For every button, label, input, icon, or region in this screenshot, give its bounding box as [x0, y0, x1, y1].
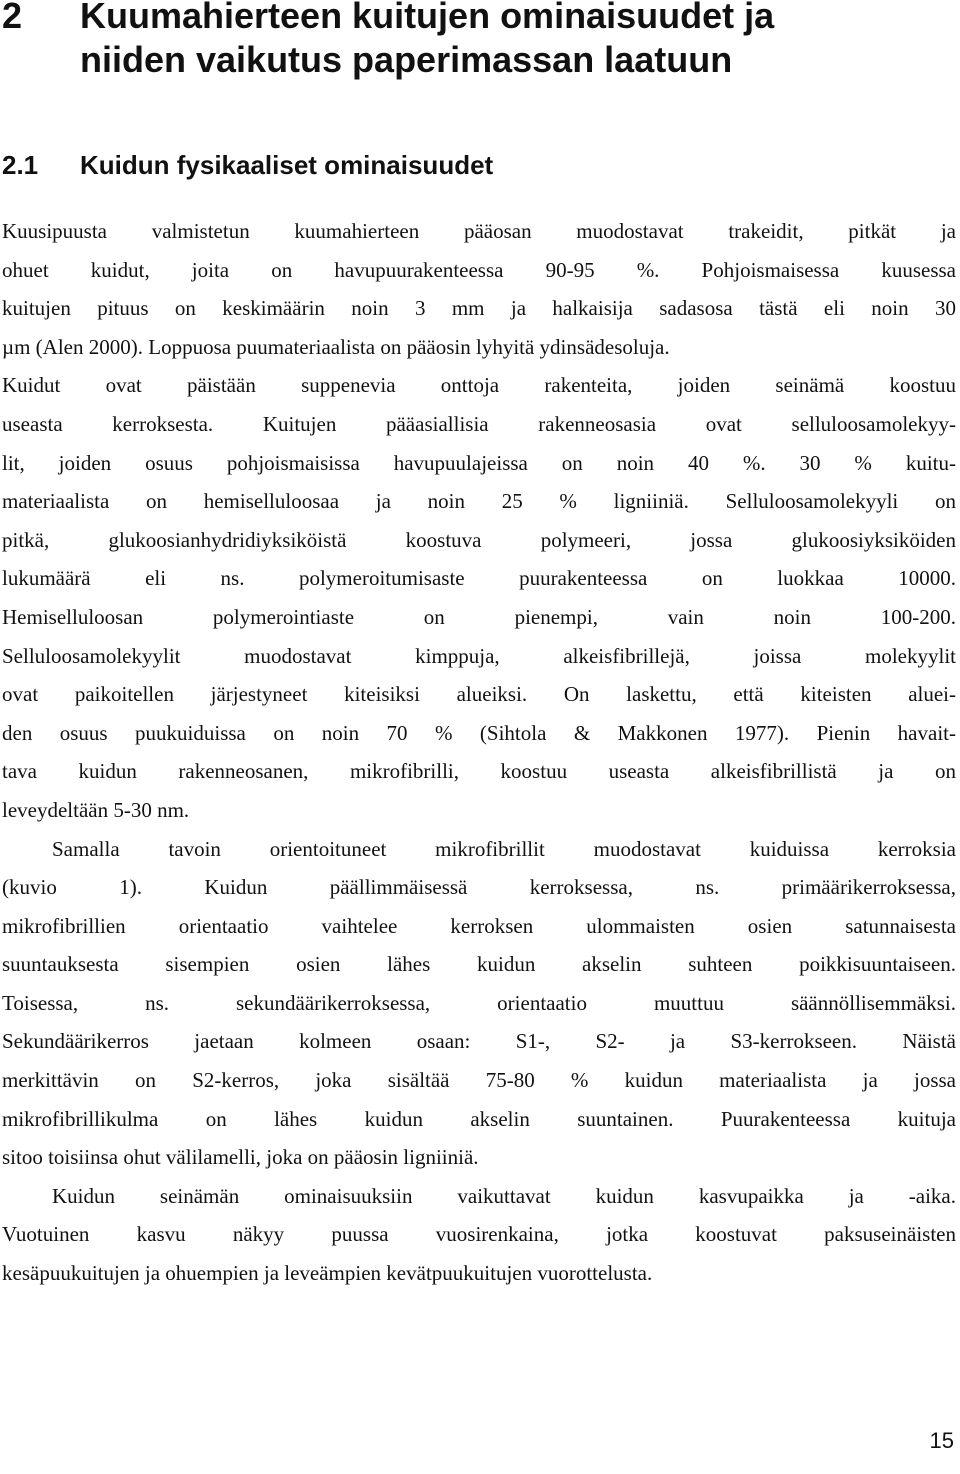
section-number: 2.1 — [2, 150, 39, 180]
text-line: Selluloosamolekyylit muodostavat kimppuja, alkeisfibrillejä, joissa molekyylit — [2, 643, 956, 668]
text-line: (kuvio 1). Kuidun päällimmäisessä kerroksessa, ns. primäärikerroksessa, — [2, 875, 956, 900]
text-line: suuntauksesta sisempien osien lähes kuidun akselin suhteen poikkisuuntaiseen. — [2, 952, 956, 977]
chapter-number: 2 — [2, 0, 23, 36]
text-line: lit, joiden osuus pohjoismaisissa havupuulajeissa on noin 40 %. 30 % kuitu- — [2, 450, 956, 475]
chapter-heading — [2, 0, 774, 82]
text-line: pitkä, glukoosianhydridiyksiköistä koostuva polymeeri, jossa glukoosiyksiköiden — [2, 527, 956, 552]
text-line: Samalla tavoin orientoituneet mikrofibrillit muodostavat kuiduissa kerroksia — [52, 836, 956, 861]
text-line: µm (Alen 2000). Loppuosa puumateriaalista on pääosin lyhyitä ydinsädesoluja. — [2, 334, 670, 359]
section-heading — [2, 148, 493, 182]
paragraph — [2, 1177, 956, 1293]
body-text — [2, 212, 956, 1293]
text-line: kesäpuukuitujen ja ohuempien ja leveämpien kevätpuukuitujen vuorottelusta. — [2, 1261, 653, 1286]
text-line: mikrofibrillien orientaatio vaihtelee kerroksen ulommaisten osien satunnaisesta — [2, 913, 956, 938]
page-number: 15 — [929, 1428, 954, 1453]
text-line: Kuidun seinämän ominaisuuksiin vaikuttavat kuidun kasvupaikka ja -aika. — [52, 1183, 956, 1208]
text-line: kuitujen pituus on keskimäärin noin 3 mm ja halkaisija sadasosa tästä eli noin 30 — [2, 296, 956, 321]
chapter-title — [80, 0, 774, 82]
paragraph — [2, 830, 956, 1177]
text-line: leveydeltään 5-30 nm. — [2, 797, 190, 822]
text-line: Sekundäärikerros jaetaan kolmeen osaan: S1-, S2- ja S3-kerrokseen. Näistä — [2, 1029, 956, 1054]
text-line: merkittävin on S2-kerros, joka sisältää 75-80 % kuidun materiaalista ja jossa — [2, 1068, 956, 1093]
text-line: materiaalista on hemiselluloosaa ja noin 25 % ligniiniä. Selluloosamolekyyli on — [2, 489, 956, 514]
text-line: mikrofibrillikulma on lähes kuidun akselin suuntainen. Puurakenteessa kuituja — [2, 1106, 956, 1131]
chapter-title-line: niiden vaikutus paperimassan laatuun — [80, 39, 733, 80]
text-line: Kuidut ovat päistään suppenevia onttoja rakenteita, joiden seinämä koostuu — [2, 373, 956, 398]
text-line: Kuusipuusta valmistetun kuumahierteen pääosan muodostavat trakeidit, pitkät ja — [2, 219, 956, 243]
paragraph — [2, 212, 956, 830]
text-line: ovat paikoitellen järjestyneet kiteisiksi alueiksi. On laskettu, että kiteisten aluei- — [2, 682, 956, 707]
text-line: den osuus puukuiduissa on noin 70 % (Sihtola & Makkonen 1977). Pienin havait- — [2, 720, 956, 745]
text-line: Toisessa, ns. sekundäärikerroksessa, orientaatio muuttuu säännöllisemmäksi. — [2, 990, 956, 1015]
text-line: tava kuidun rakenneosanen, mikrofibrilli, koostuu useasta alkeisfibrillistä ja on — [2, 759, 956, 784]
text-line: Vuotuinen kasvu näkyy puussa vuosirenkaina, jotka koostuvat paksuseinäisten — [2, 1222, 956, 1247]
text-line: useasta kerroksesta. Kuitujen pääasiallisia rakenneosasia ovat selluloosamolekyy- — [2, 411, 956, 436]
text-line: lukumäärä eli ns. polymeroitumisaste puurakenteessa on luokkaa 10000. — [2, 566, 956, 591]
chapter-title-line: Kuumahierteen kuitujen ominaisuudet ja — [80, 0, 775, 36]
section-title: Kuidun fysikaaliset ominaisuudet — [80, 150, 494, 180]
text-line: Hemiselluloosan polymerointiaste on pienempi, vain noin 100-200. — [2, 604, 956, 629]
text-line: ohuet kuidut, joita on havupuurakenteessa 90-95 %. Pohjoismaisessa kuusessa — [2, 257, 956, 282]
text-line: sitoo toisiinsa ohut välilamelli, joka on pääosin ligniiniä. — [2, 1145, 479, 1170]
